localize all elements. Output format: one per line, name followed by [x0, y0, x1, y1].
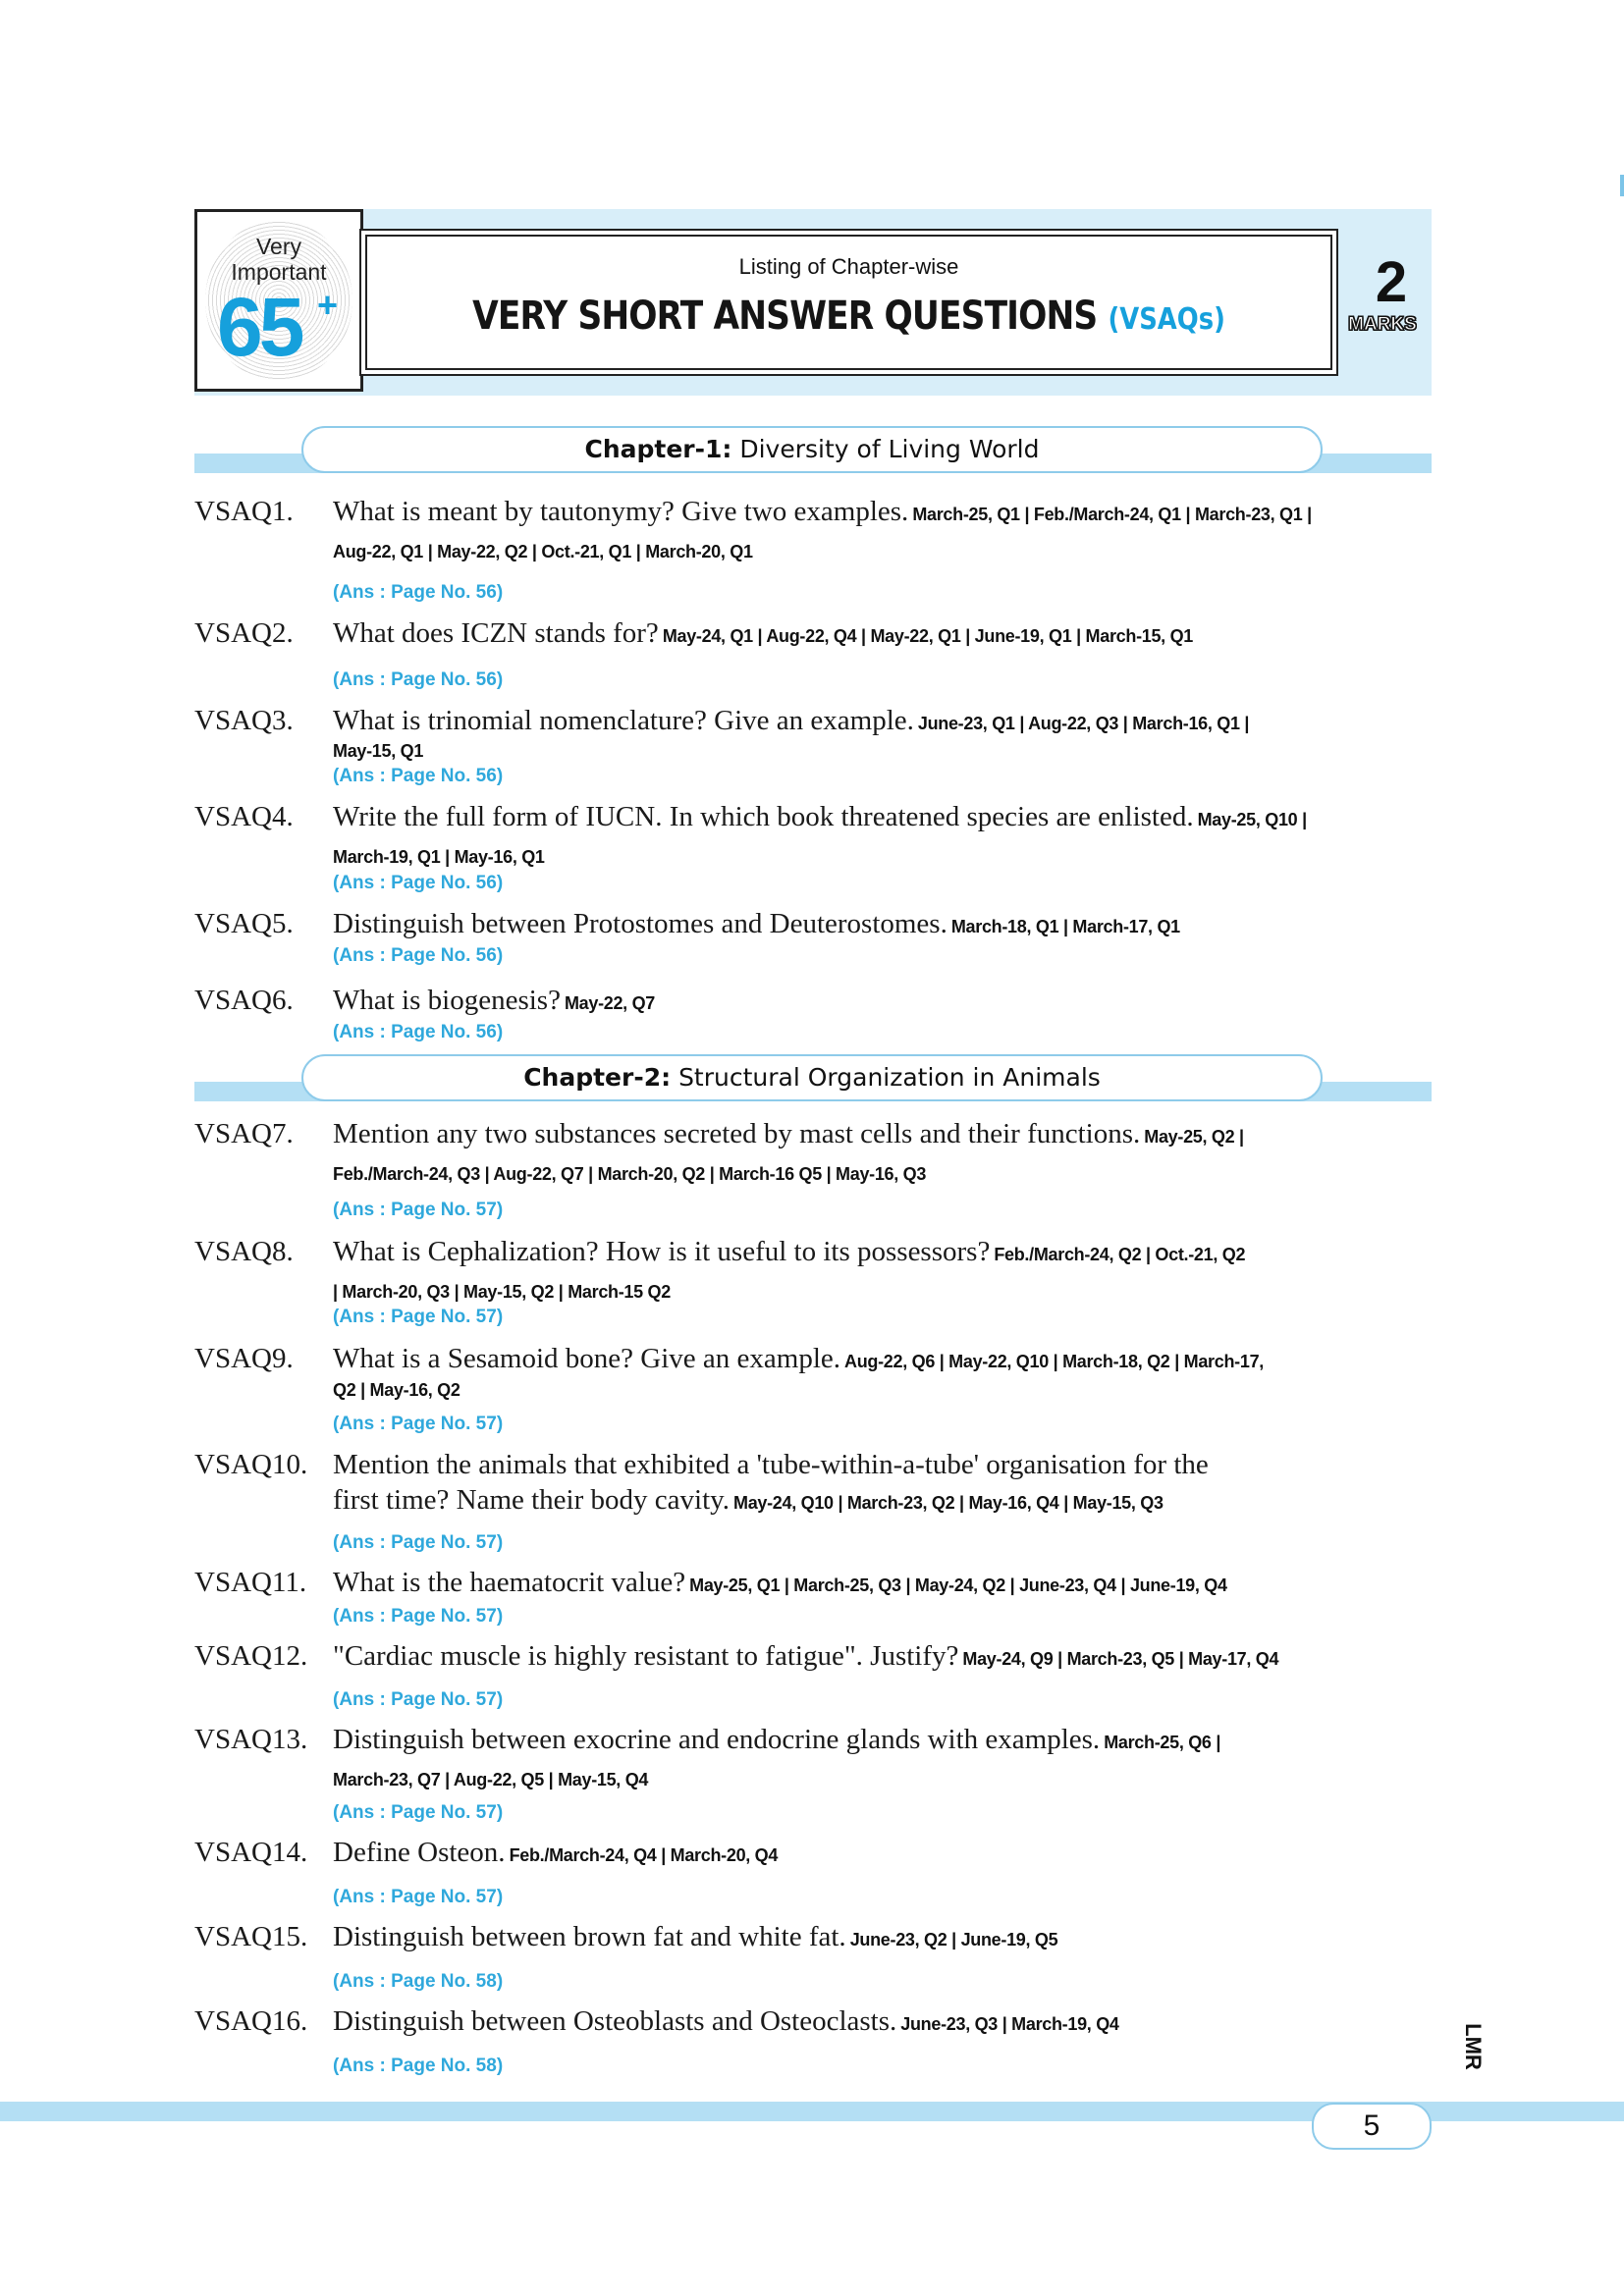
- important-count-badge: [194, 209, 363, 392]
- badge-count: 65: [217, 281, 301, 373]
- question-number: VSAQ4.: [194, 801, 294, 832]
- question-body: [333, 1919, 1433, 1959]
- title-box: [365, 235, 1332, 370]
- edge-marker: [1620, 175, 1624, 196]
- question-body: [333, 1835, 1433, 1875]
- answer-page-ref: (Ans : Page No. 57): [333, 1689, 504, 1710]
- question-text: What is meant by tautonymy? Give two examples.: [333, 496, 909, 527]
- question-exam-refs: May-25, Q2 |: [1144, 1127, 1244, 1147]
- question-exam-refs: May-24, Q1 | Aug-22, Q4 | May-22, Q1 | June-19, Q1 | March-15, Q1: [662, 626, 1193, 646]
- side-code-label: LMR: [1461, 2023, 1486, 2070]
- question-text: What is the haematocrit value?: [333, 1567, 686, 1598]
- answer-page-ref: (Ans : Page No. 57): [333, 1606, 504, 1627]
- question-exam-refs: June-23, Q3 | March-19, Q4: [900, 2014, 1119, 2034]
- page-title: [435, 294, 1264, 339]
- question-body: [333, 615, 1433, 656]
- badge-plus: +: [317, 285, 339, 325]
- question-number: VSAQ12.: [194, 1640, 308, 1672]
- chapter-1-label: Chapter-1:: [584, 435, 732, 463]
- question-text: Mention any two substances secreted by mast cells and their functions.: [333, 1118, 1141, 1149]
- chapter-2-label: Chapter-2:: [523, 1063, 672, 1092]
- question-body: [333, 1638, 1433, 1679]
- question-body: [333, 1722, 1433, 1797]
- marks-value: 2: [1375, 250, 1408, 314]
- answer-page-ref: (Ans : Page No. 56): [333, 669, 504, 690]
- question-exam-refs: May-24, Q9 | March-23, Q5 | May-17, Q4: [962, 1649, 1279, 1669]
- question-text: Write the full form of IUCN. In which book threatened species are enlisted.: [333, 801, 1194, 832]
- question-body: [333, 494, 1433, 569]
- question-number: VSAQ2.: [194, 617, 294, 649]
- question-exam-refs: May-24, Q10 | March-23, Q2 | May-16, Q4 | May-15, Q3: [733, 1493, 1164, 1513]
- answer-page-ref: (Ans : Page No. 57): [333, 1887, 504, 1907]
- question-body: [333, 2003, 1433, 2044]
- question-number: VSAQ9.: [194, 1343, 294, 1374]
- question-text: Distinguish between exocrine and endocrine glands with examples.: [333, 1724, 1101, 1755]
- question-exam-refs: Feb./March-24, Q2 | Oct.-21, Q2: [994, 1245, 1246, 1264]
- page-number: 5: [1312, 2103, 1432, 2150]
- question-text: Distinguish between Osteoblasts and Osteoclasts.: [333, 2005, 897, 2037]
- question-exam-refs: Feb./March-24, Q4 | March-20, Q4: [509, 1845, 779, 1865]
- question-exam-refs: May-25, Q10 |: [1197, 810, 1307, 829]
- question-number: VSAQ16.: [194, 2005, 308, 2037]
- question-exam-refs: March-25, Q1 | Feb./March-24, Q1 | March-23, Q1 |: [912, 505, 1312, 524]
- answer-page-ref: (Ans : Page No. 56): [333, 582, 504, 603]
- question-exam-refs: March-18, Q1 | March-17, Q1: [950, 917, 1180, 936]
- question-number: VSAQ3.: [194, 705, 294, 736]
- answer-page-ref: (Ans : Page No. 58): [333, 2056, 504, 2076]
- chapter-2-heading: [301, 1054, 1323, 1101]
- question-text: Mention the animals that exhibited a 'tube-within-a-tube' organisation for the: [333, 1449, 1209, 1480]
- question-exam-refs: June-23, Q1 | Aug-22, Q3 | March-16, Q1 |: [917, 714, 1250, 733]
- question-text-cont: first time? Name their body cavity.: [333, 1484, 730, 1516]
- answer-page-ref: (Ans : Page No. 57): [333, 1414, 504, 1434]
- question-text: What is trinomial nomenclature? Give an example.: [333, 705, 914, 736]
- question-exam-refs-cont: Q2 | May-16, Q2: [333, 1380, 460, 1400]
- question-body: [333, 983, 1433, 1023]
- answer-page-ref: (Ans : Page No. 57): [333, 1200, 504, 1220]
- answer-page-ref: (Ans : Page No. 56): [333, 1022, 504, 1042]
- question-text: What is Cephalization? How is it useful to its possessors?: [333, 1236, 991, 1267]
- badge-line-important: Important: [231, 259, 327, 285]
- question-number: VSAQ13.: [194, 1724, 308, 1755]
- question-exam-refs-cont: Aug-22, Q1 | May-22, Q2 | Oct.-21, Q1 | March-20, Q1: [333, 542, 753, 561]
- question-number: VSAQ8.: [194, 1236, 294, 1267]
- answer-page-ref: (Ans : Page No. 57): [333, 1802, 504, 1823]
- question-exam-refs-cont: | March-20, Q3 | May-15, Q2 | March-15 Q2: [333, 1282, 671, 1302]
- question-text: Distinguish between brown fat and white fat.: [333, 1921, 846, 1952]
- question-exam-refs: May-22, Q7: [564, 993, 655, 1013]
- page-title-abbr: (VSAQs): [1108, 302, 1225, 337]
- question-number: VSAQ7.: [194, 1118, 294, 1149]
- question-number: VSAQ10.: [194, 1449, 308, 1480]
- question-text: Distinguish between Protostomes and Deuterostomes.: [333, 908, 947, 939]
- question-exam-refs-cont: May-15, Q1: [333, 741, 424, 761]
- page-subtitle: Listing of Chapter-wise: [738, 254, 959, 279]
- question-exam-refs: June-23, Q2 | June-19, Q5: [849, 1930, 1058, 1949]
- question-body: [333, 799, 1433, 875]
- badge-line-very: Very: [255, 234, 302, 259]
- question-text: What is a Sesamoid bone? Give an example.: [333, 1343, 841, 1374]
- question-number: VSAQ5.: [194, 908, 294, 939]
- page-title-text: VERY SHORT ANSWER QUESTIONS: [472, 294, 1098, 339]
- answer-page-ref: (Ans : Page No. 58): [333, 1971, 504, 1992]
- question-body: [333, 1116, 1433, 1192]
- question-text: Define Osteon.: [333, 1837, 506, 1868]
- question-body: [333, 1565, 1433, 1605]
- question-text: What does ICZN stands for?: [333, 617, 659, 649]
- question-body: [333, 1341, 1433, 1399]
- chapter-1-name: Diversity of Living World: [739, 435, 1040, 463]
- answer-page-ref: (Ans : Page No. 56): [333, 945, 504, 966]
- question-exam-refs: Aug-22, Q6 | May-22, Q10 | March-18, Q2 | March-17,: [844, 1352, 1264, 1371]
- question-body: [333, 1234, 1433, 1309]
- answer-page-ref: (Ans : Page No. 57): [333, 1307, 504, 1327]
- question-number: VSAQ15.: [194, 1921, 308, 1952]
- marks-label: MARKS: [1348, 314, 1417, 335]
- question-text: "Cardiac muscle is highly resistant to fatigue". Justify?: [333, 1640, 959, 1672]
- question-number: VSAQ6.: [194, 985, 294, 1016]
- answer-page-ref: (Ans : Page No. 56): [333, 873, 504, 893]
- question-exam-refs-cont: March-19, Q1 | May-16, Q1: [333, 847, 545, 867]
- answer-page-ref: (Ans : Page No. 57): [333, 1532, 504, 1553]
- question-body: [333, 703, 1433, 759]
- question-number: VSAQ1.: [194, 496, 294, 527]
- chapter-2-name: Structural Organization in Animals: [678, 1063, 1101, 1092]
- question-number: VSAQ14.: [194, 1837, 308, 1868]
- question-exam-refs: March-25, Q6 |: [1104, 1733, 1221, 1752]
- question-exam-refs-cont: March-23, Q7 | Aug-22, Q5 | May-15, Q4: [333, 1770, 649, 1789]
- question-body: [333, 1447, 1433, 1522]
- question-exam-refs: May-25, Q1 | March-25, Q3 | May-24, Q2 | June-23, Q4 | June-19, Q4: [689, 1575, 1227, 1595]
- question-exam-refs-cont: Feb./March-24, Q3 | Aug-22, Q7 | March-20, Q2 | March-16 Q5 | May-16, Q3: [333, 1164, 927, 1184]
- question-body: [333, 906, 1433, 946]
- answer-page-ref: (Ans : Page No. 56): [333, 766, 504, 786]
- question-number: VSAQ11.: [194, 1567, 307, 1598]
- question-text: What is biogenesis?: [333, 985, 561, 1016]
- chapter-1-heading: [301, 426, 1323, 473]
